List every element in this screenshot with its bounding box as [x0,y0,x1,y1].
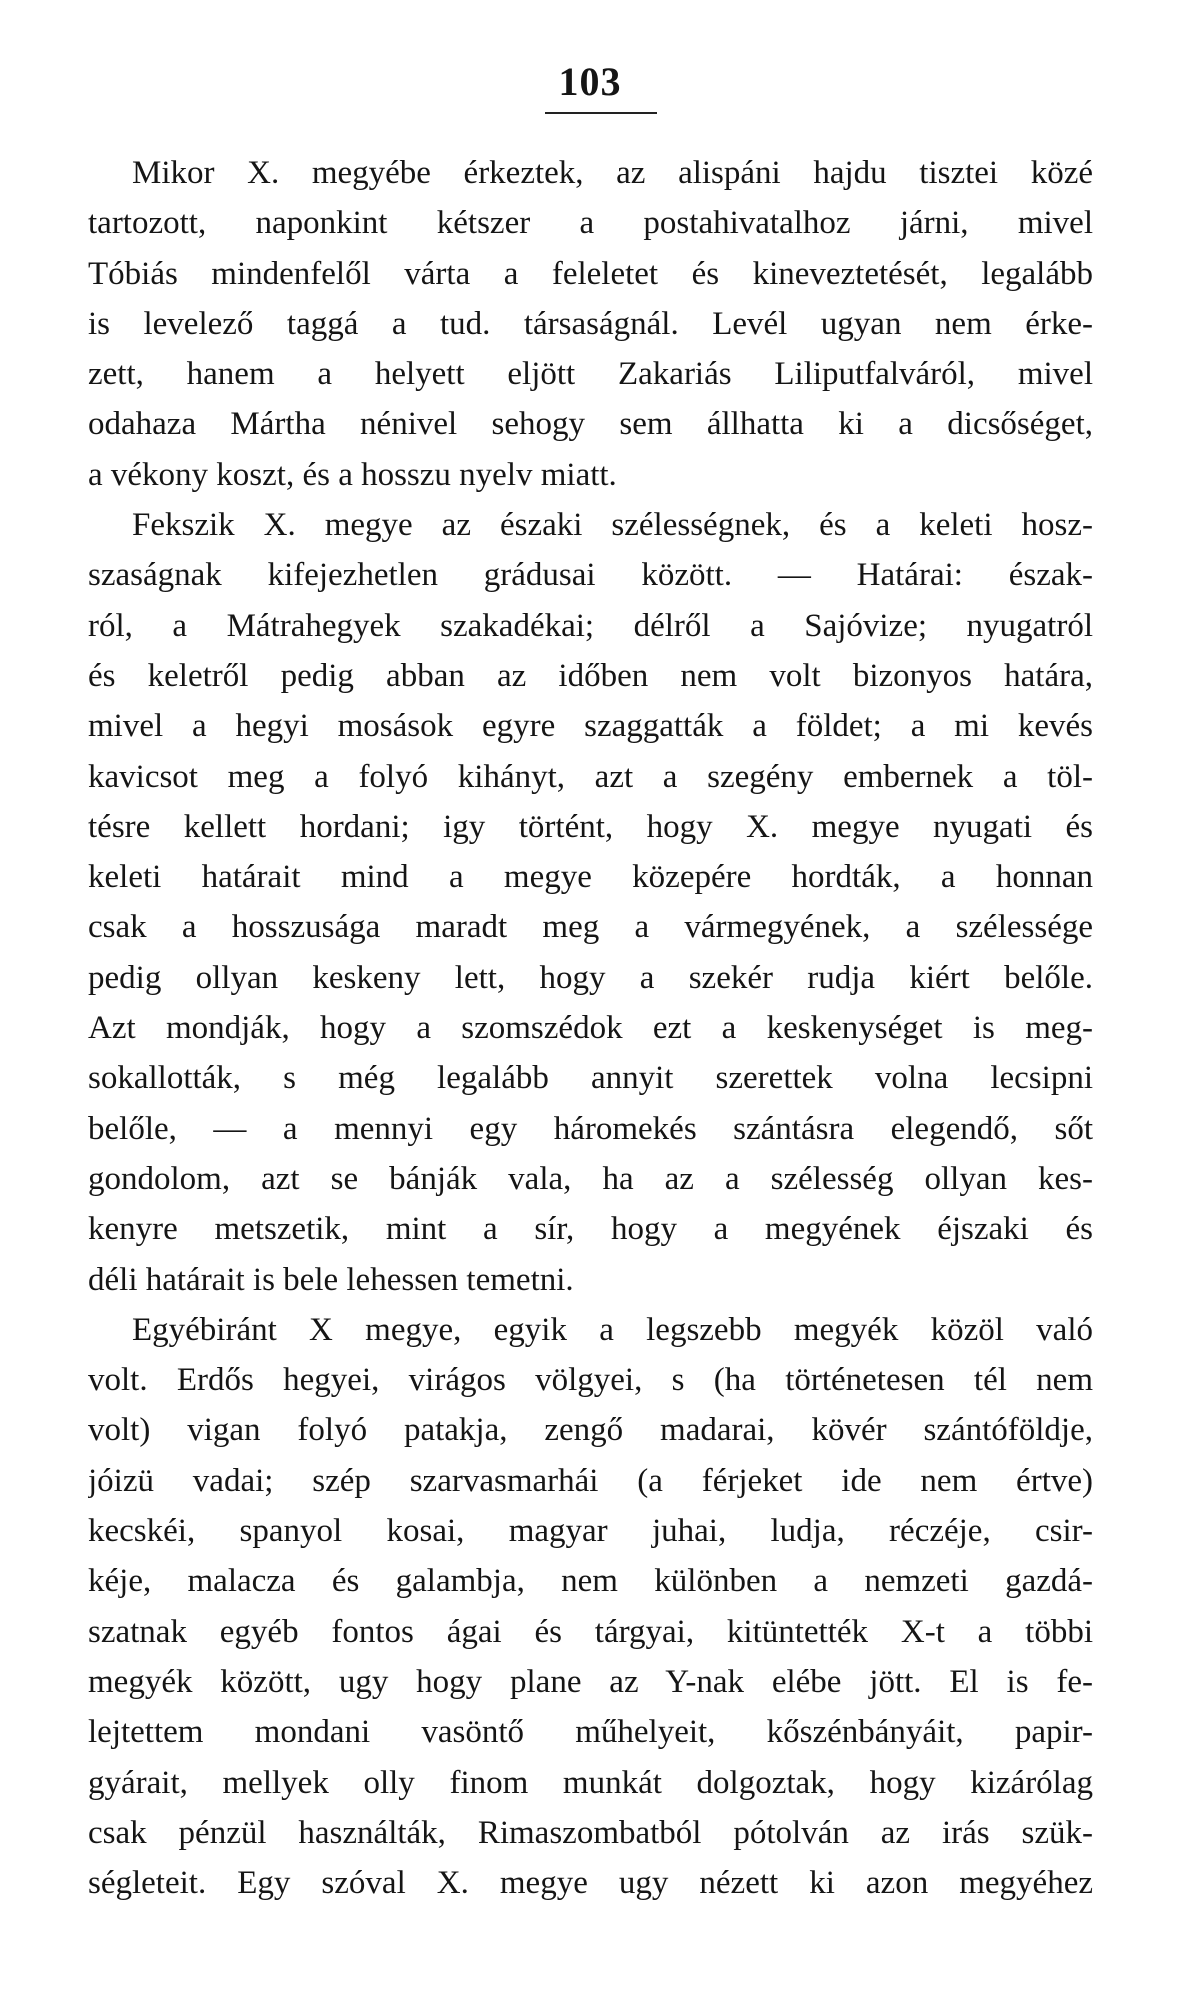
text-line: zett, hanem a helyett eljött Zakariás Liliputfalváról, mivel [88,356,1093,393]
text-line: Azt mondják, hogy a szomszédok ezt a keskenységet is meg- [88,1010,1093,1047]
text-line: pedig ollyan keskeny lett, hogy a szekér rudja kiért belőle. [88,959,1093,996]
text-line: volt. Erdős hegyei, virágos völgyei, s (ha történetesen tél nem [88,1362,1093,1399]
text-line: keleti határait mind a megye közepére hordták, a honnan [88,859,1093,896]
text-line: kecskéi, spanyol kosai, magyar juhai, ludja, réczéje, csir- [88,1513,1093,1550]
text-line: szaságnak kifejezhetlen grádusai között. — Határai: észak- [88,557,1093,594]
text-line: Egyébiránt X megye, egyik a legszebb megyék közöl való [132,1311,1093,1348]
page-number: 103 [558,59,622,104]
text-line: tésre kellett hordani; igy történt, hogy X. megye nyugati és [88,808,1093,845]
text-line: csak pénzül használták, Rimaszombatból pótolván az irás szük- [88,1814,1093,1851]
text-line: és keletről pedig abban az időben nem volt bizonyos határa, [88,657,1093,694]
text-line: belőle, — a mennyi egy háromekés szántásra elegendő, sőt [88,1110,1093,1147]
text-line: volt) vigan folyó patakja, zengő madarai, kövér szántóföldje, [88,1412,1093,1449]
text-line: jóizü vadai; szép szarvasmarhái (a férjeket ide nem értve) [88,1462,1093,1499]
text-line: kéje, malacza és galambja, nem különben a nemzeti gazdá- [88,1563,1093,1600]
text-line: tartozott, naponkint kétszer a postahivatalhoz járni, mivel [88,205,1093,242]
text-line: ról, a Mátrahegyek szakadékai; délről a Sajóvize; nyugatról [88,607,1093,644]
text-line: csak a hosszusága maradt meg a vármegyének, a szélessége [88,909,1093,946]
text-line: ségleteit. Egy szóval X. megye ugy nézett ki azon megyéhez [88,1865,1093,1902]
text-line: déli határait is bele lehessen temetni. [88,1261,574,1298]
text-line: lejtettem mondani vasöntő műhelyeit, kőszénbányáit, papir- [88,1714,1093,1751]
text-line: megyék között, ugy hogy plane az Y-nak elébe jött. El is fe- [88,1663,1093,1700]
text-line: sokallották, s még legalább annyit szerettek volna lecsipni [88,1060,1093,1097]
text-line: a vékony koszt, és a hosszu nyelv miatt. [88,456,617,493]
text-line: odahaza Mártha nénivel sehogy sem állhatta ki a dicsőséget, [88,406,1093,443]
text-line: Tóbiás mindenfelől várta a feleletet és kineveztetését, legalább [88,255,1093,292]
text-line: kenyre metszetik, mint a sír, hogy a megyének éjszaki és [88,1211,1093,1248]
text-line: kavicsot meg a folyó kihányt, azt a szegény embernek a töl- [88,758,1093,795]
text-line: is levelező taggá a tud. társaságnál. Levél ugyan nem érke- [88,305,1093,342]
body-text [88,148,1093,1908]
text-line: Mikor X. megyébe érkeztek, az alispáni hajdu tisztei közé [132,155,1093,191]
text-line: mivel a hegyi mosások egyre szaggatták a földet; a mi kevés [88,708,1093,745]
text-line: gyárait, mellyek olly finom munkát dolgoztak, hogy kizárólag [88,1764,1093,1801]
text-line: Fekszik X. megye az északi szélességnek, és a keleti hosz- [132,507,1093,544]
text-line: szatnak egyéb fontos ágai és tárgyai, kitüntették X-t a többi [88,1613,1093,1650]
text-line: gondolom, azt se bánják vala, ha az a szélesség ollyan kes- [88,1160,1093,1197]
page-number-rule [545,112,657,114]
